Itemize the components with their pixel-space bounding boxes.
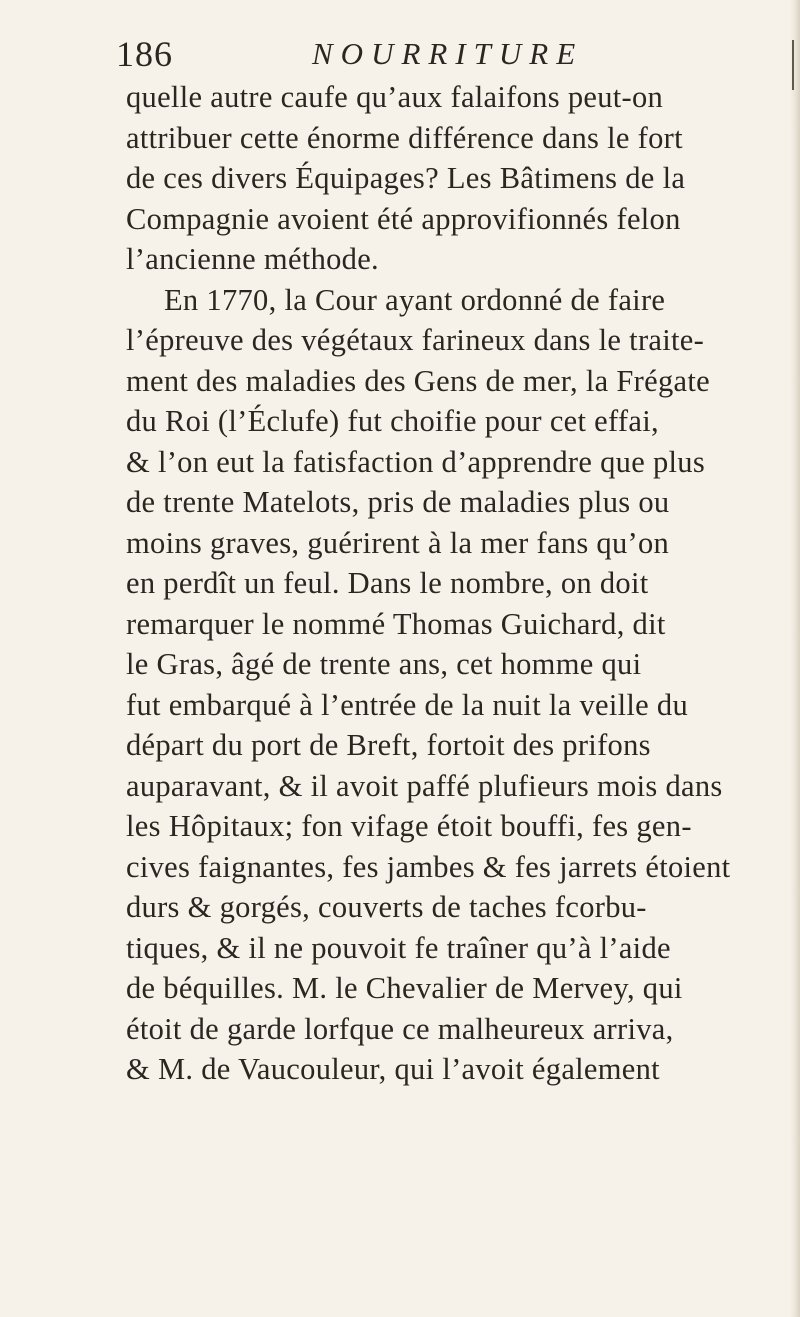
text-line: de trente Matelots, pris de maladies plus ou [126,485,670,519]
text-line: durs & gorgés, couverts de taches fcorbu- [126,890,647,924]
text-line: ment des maladies des Gens de mer, la Frégate [126,363,710,398]
text-line: tiques, & il ne pouvoit fe traîner qu’à l’aide [126,930,671,965]
text-line: Compagnie avoient été approvifionnés felon [126,201,681,236]
text-line: départ du port de Breft, fortoit des prifons [126,728,651,762]
text-line: étoit de garde lorfque ce malheureux arriva, [126,1011,674,1046]
text-line: en perdît un feul. Dans le nombre, on doit [126,566,649,600]
text-line: auparavant, & il avoit paffé plufieurs mois dans [126,768,723,803]
page-header [116,26,676,82]
running-head: NOURRITURE [312,36,584,71]
text-line: de béquilles. M. le Chevalier de Mervey, qui [126,971,683,1005]
text-line: l’ancienne méthode. [126,242,379,276]
text-line: & M. de Vaucouleur, qui l’avoit également [126,1052,660,1086]
text-line: moins graves, guérirent à la mer fans qu’on [126,525,670,560]
text-line: quelle autre caufe qu’aux falaifons peut-on [126,80,664,114]
text-line: les Hôpitaux; fon vifage étoit bouffi, fes gen- [126,809,692,843]
text-line: de ces divers Équipages? Les Bâtimens de la [126,161,686,195]
text-line: du Roi (l’Éclufe) fut choifie pour cet effai, [126,404,659,438]
body-text [126,77,746,1090]
page-number: 186 [116,34,173,74]
text-line: l’épreuve des végétaux farineux dans le traite- [126,323,705,357]
text-line: & l’on eut la fatisfaction d’apprendre que plus [126,444,706,479]
page-edge [790,0,800,1317]
text-line: En 1770, la Cour ayant ordonné de faire [164,282,666,317]
binding-mark [792,40,794,90]
text-line: fut embarqué à l’entrée de la nuit la veille du [126,687,689,722]
text-line: cives faignantes, fes jambes & fes jarrets étoient [126,849,731,884]
text-line: remarquer le nommé Thomas Guichard, dit [126,606,666,641]
text-line: attribuer cette énorme différence dans le fort [126,120,683,155]
text-line: le Gras, âgé de trente ans, cet homme qui [126,647,642,681]
